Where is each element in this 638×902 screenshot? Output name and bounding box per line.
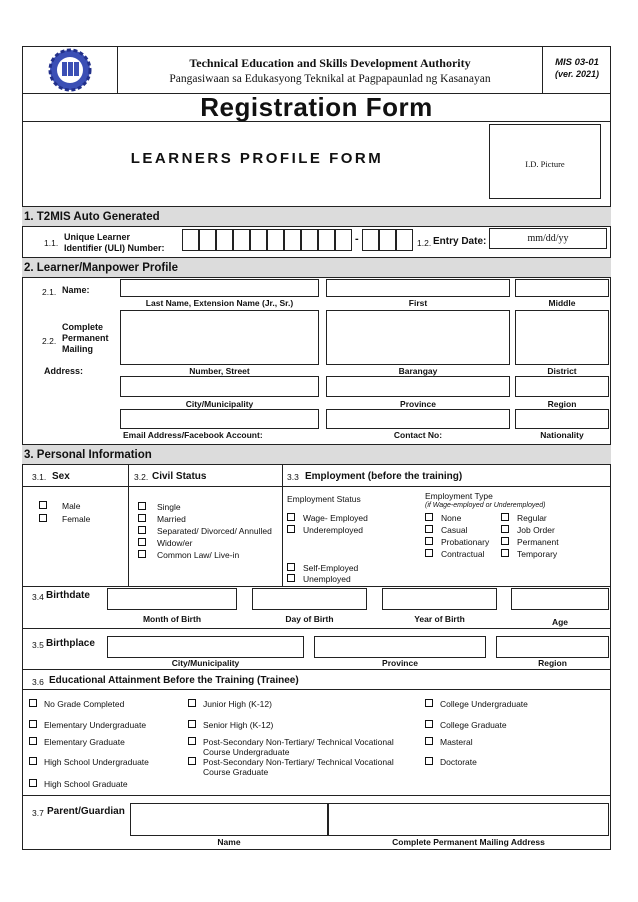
emp-type-permanent-label: Permanent (517, 537, 559, 547)
street-caption: Number, Street (189, 366, 250, 376)
province-caption: Province (400, 399, 436, 409)
province-field[interactable] (326, 376, 510, 397)
emp-unemployed-label: Unemployed (303, 574, 351, 584)
address-number: 2.2. (42, 336, 57, 346)
uli-digit-box[interactable] (267, 229, 284, 251)
uli-digit-box[interactable] (284, 229, 301, 251)
nationality-field[interactable] (515, 409, 609, 429)
emp-type-contractual-checkbox[interactable] (425, 549, 433, 557)
form-version: (ver. 2021) (554, 69, 600, 79)
uli-digit-box[interactable] (233, 229, 250, 251)
edu-nograde-label: No Grade Completed (44, 699, 125, 709)
birthplace-province-caption: Province (382, 658, 418, 668)
edu-hs-under-label: High School Undergraduate (44, 757, 149, 767)
divider (22, 795, 611, 796)
emp-wage-checkbox[interactable] (287, 513, 295, 521)
entry-date-number: 1.2. (417, 238, 432, 248)
edu-elem-grad-checkbox[interactable] (29, 737, 37, 745)
email-field[interactable] (120, 409, 319, 429)
form-code-cell (542, 46, 611, 94)
civil-separated-checkbox[interactable] (138, 526, 146, 534)
street-field[interactable] (120, 310, 319, 365)
birth-day-field[interactable] (252, 588, 367, 610)
emp-type-temporary-checkbox[interactable] (501, 549, 509, 557)
name-number: 2.1. (42, 287, 57, 297)
edu-elem-under-label: Elementary Undergraduate (44, 720, 147, 730)
edu-masteral-label: Masteral (440, 737, 473, 747)
tesda-logo-icon (48, 48, 92, 92)
employment-number: 3.3 (287, 472, 299, 482)
uli-digit-box[interactable] (318, 229, 335, 251)
emp-type-none-checkbox[interactable] (425, 513, 433, 521)
uli-digit-box[interactable] (250, 229, 267, 251)
divider (282, 465, 283, 586)
edu-elem-under-checkbox[interactable] (29, 720, 37, 728)
edu-jhs-checkbox[interactable] (188, 699, 196, 707)
civil-separated-label: Separated/ Divorced/ Annulled (157, 526, 272, 536)
birthplace-city-field[interactable] (107, 636, 304, 658)
guardian-name-caption: Name (217, 837, 241, 847)
civil-commonlaw-label: Common Law/ Live-in (157, 550, 240, 560)
uli-digit-box[interactable] (396, 229, 413, 251)
uli-digit-box[interactable] (182, 229, 199, 251)
birth-month-field[interactable] (107, 588, 237, 610)
edu-masteral-checkbox[interactable] (425, 737, 433, 745)
emp-type-joborder-label: Job Order (517, 525, 555, 535)
civil-married-checkbox[interactable] (138, 514, 146, 522)
last-name-caption: Last Name, Extension Name (Jr., Sr.) (145, 298, 294, 308)
barangay-caption: Barangay (398, 366, 438, 376)
emp-type-temporary-label: Temporary (517, 549, 558, 559)
contact-caption: Contact No: (393, 430, 443, 440)
civil-single-label: Single (157, 502, 181, 512)
edu-shs-label: Senior High (K-12) (203, 720, 274, 730)
divider (22, 669, 611, 670)
nationality-caption: Nationality (540, 430, 584, 440)
birth-year-field[interactable] (382, 588, 497, 610)
uli-digit-box[interactable] (335, 229, 352, 251)
city-caption: City/Municipality (185, 399, 254, 409)
edu-college-grad-checkbox[interactable] (425, 720, 433, 728)
emp-unemployed-checkbox[interactable] (287, 574, 295, 582)
agency-cell (118, 46, 542, 94)
address-label-line4: Address: (44, 366, 84, 376)
civil-widow-checkbox[interactable] (138, 538, 146, 546)
address-label-line2: Permanent (62, 333, 109, 343)
agency-name: Technical Education and Skills Development Authority (189, 56, 471, 70)
name-label: Name: (62, 285, 90, 295)
birthplace-region-caption: Region (538, 658, 567, 668)
emp-underemployed-label: Underemployed (303, 525, 364, 535)
last-name-field[interactable] (120, 279, 319, 297)
emp-underemployed-checkbox[interactable] (287, 525, 295, 533)
emp-type-casual-checkbox[interactable] (425, 525, 433, 533)
employment-status-label: Employment Status (287, 494, 361, 504)
guardian-number: 3.7 (32, 808, 44, 818)
divider (22, 689, 611, 690)
divider (22, 486, 611, 487)
barangay-field[interactable] (326, 310, 510, 365)
birthplace-region-field[interactable] (496, 636, 609, 658)
uli-digit-box[interactable] (199, 229, 216, 251)
birthplace-city-caption: City/Municipality (171, 658, 240, 668)
edu-postsec-under-label: Post-Secondary Non-Tertiary/ Technical Vocational Course Undergraduate (203, 737, 394, 757)
first-name-caption: First (408, 298, 428, 308)
uli-digit-box[interactable] (216, 229, 233, 251)
first-name-field[interactable] (326, 279, 510, 297)
edu-postsec-grad-label: Post-Secondary Non-Tertiary/ Technical Vocational Course Graduate (203, 757, 394, 777)
emp-type-contractual-label: Contractual (441, 549, 485, 559)
id-picture-box[interactable] (489, 124, 601, 199)
civil-commonlaw-checkbox[interactable] (138, 550, 146, 558)
uli-dash: - (355, 233, 359, 245)
emp-type-none-label: None (441, 513, 462, 523)
divider (22, 586, 611, 587)
middle-name-caption: Middle (548, 298, 576, 308)
edu-hs-under-checkbox[interactable] (29, 757, 37, 765)
edu-doctorate-label: Doctorate (440, 757, 477, 767)
edu-college-grad-label: College Graduate (440, 720, 507, 730)
middle-name-field[interactable] (515, 279, 609, 297)
birth-month-caption: Month of Birth (142, 614, 202, 624)
edu-college-under-checkbox[interactable] (425, 699, 433, 707)
id-picture-label: I.D. Picture (525, 159, 565, 169)
edu-postsec-grad-checkbox[interactable] (188, 757, 196, 765)
education-label: Educational Attainment Before the Training (Trainee) (49, 675, 299, 686)
city-field[interactable] (120, 376, 319, 397)
sex-number: 3.1. (32, 472, 47, 482)
emp-type-joborder-checkbox[interactable] (501, 525, 509, 533)
entry-date-value: mm/dd/yy (527, 233, 569, 244)
sex-male-checkbox[interactable] (39, 501, 47, 509)
email-caption: Email Address/Facebook Account: (123, 430, 263, 440)
edu-shs-checkbox[interactable] (188, 720, 196, 728)
birth-day-caption: Day of Birth (285, 614, 334, 624)
employment-type-note: (if Wage-employed or Underemployed) (425, 502, 546, 509)
district-caption: District (547, 366, 577, 376)
uli-label-line2: Identifier (ULI) Number: (64, 243, 165, 253)
page-title: Registration Form (22, 92, 611, 122)
age-field[interactable] (511, 588, 609, 610)
age-caption: Age (551, 617, 569, 627)
sex-male-label: Male (62, 501, 81, 511)
emp-type-permanent-checkbox[interactable] (501, 537, 509, 545)
employment-type-label: Employment Type (425, 491, 493, 501)
sex-female-checkbox[interactable] (39, 514, 47, 522)
edu-postsec-under-checkbox[interactable] (188, 737, 196, 745)
guardian-address-field[interactable] (328, 803, 609, 836)
emp-wage-label: Wage- Employed (303, 513, 368, 523)
emp-type-casual-label: Casual (441, 525, 468, 535)
emp-type-regular-label: Regular (517, 513, 547, 523)
edu-nograde-checkbox[interactable] (29, 699, 37, 707)
employment-label: Employment (before the training) (305, 471, 463, 482)
section-3-header: 3. Personal Information (22, 444, 611, 465)
guardian-name-field[interactable] (130, 803, 328, 836)
civil-widow-label: Widow/er (157, 538, 193, 548)
uli-digit-box[interactable] (301, 229, 318, 251)
edu-hs-grad-checkbox[interactable] (29, 779, 37, 787)
edu-hs-grad-label: High School Graduate (44, 779, 128, 789)
region-field[interactable] (515, 376, 609, 397)
sex-female-label: Female (62, 514, 91, 524)
birthplace-number: 3.5 (32, 640, 44, 650)
birthdate-label: Birthdate (46, 590, 90, 601)
entry-date-field[interactable] (489, 228, 607, 249)
guardian-label: Parent/Guardian (47, 806, 125, 817)
emp-self-checkbox[interactable] (287, 563, 295, 571)
form-code: MIS 03-01 (555, 57, 599, 68)
uli-digit-box[interactable] (379, 229, 396, 251)
birthplace-province-field[interactable] (314, 636, 486, 658)
address-label-line3: Mailing (62, 344, 93, 354)
section-1-header: 1. T2MIS Auto Generated (22, 206, 611, 227)
guardian-address-caption: Complete Permanent Mailing Address (392, 837, 545, 847)
edu-doctorate-checkbox[interactable] (425, 757, 433, 765)
form-subtitle: LEARNERS PROFILE FORM (130, 150, 384, 167)
uli-number: 1.1. (44, 238, 59, 248)
birthdate-number: 3.4 (32, 592, 44, 602)
divider (22, 628, 611, 629)
address-label-line1: Complete (62, 322, 104, 332)
emp-type-regular-checkbox[interactable] (501, 513, 509, 521)
education-number: 3.6 (32, 677, 44, 687)
civil-status-number: 3.2. (134, 472, 149, 482)
emp-self-label: Self-Employed (303, 563, 359, 573)
emp-type-probationary-checkbox[interactable] (425, 537, 433, 545)
edu-elem-grad-label: Elementary Graduate (44, 737, 125, 747)
agency-name-filipino: Pangasiwaan sa Edukasyong Teknikal at Pagpapaunlad ng Kasanayan (169, 73, 491, 85)
uli-label-line1: Unique Learner (64, 232, 131, 242)
entry-date-label: Entry Date: (433, 236, 487, 247)
section-2-header: 2. Learner/Manpower Profile (22, 257, 611, 278)
civil-married-label: Married (157, 514, 186, 524)
uli-digit-box[interactable] (362, 229, 379, 251)
region-caption: Region (547, 399, 577, 409)
birth-year-caption: Year of Birth (414, 614, 465, 624)
district-field[interactable] (515, 310, 609, 365)
contact-field[interactable] (326, 409, 510, 429)
civil-single-checkbox[interactable] (138, 502, 146, 510)
birthplace-label: Birthplace (46, 638, 95, 649)
divider (128, 465, 129, 586)
civil-status-label: Civil Status (152, 471, 207, 482)
edu-jhs-label: Junior High (K-12) (203, 699, 272, 709)
emp-type-probationary-label: Probationary (441, 537, 490, 547)
sex-label: Sex (52, 471, 70, 482)
logo-cell (22, 46, 118, 94)
edu-college-under-label: College Undergraduate (440, 699, 528, 709)
